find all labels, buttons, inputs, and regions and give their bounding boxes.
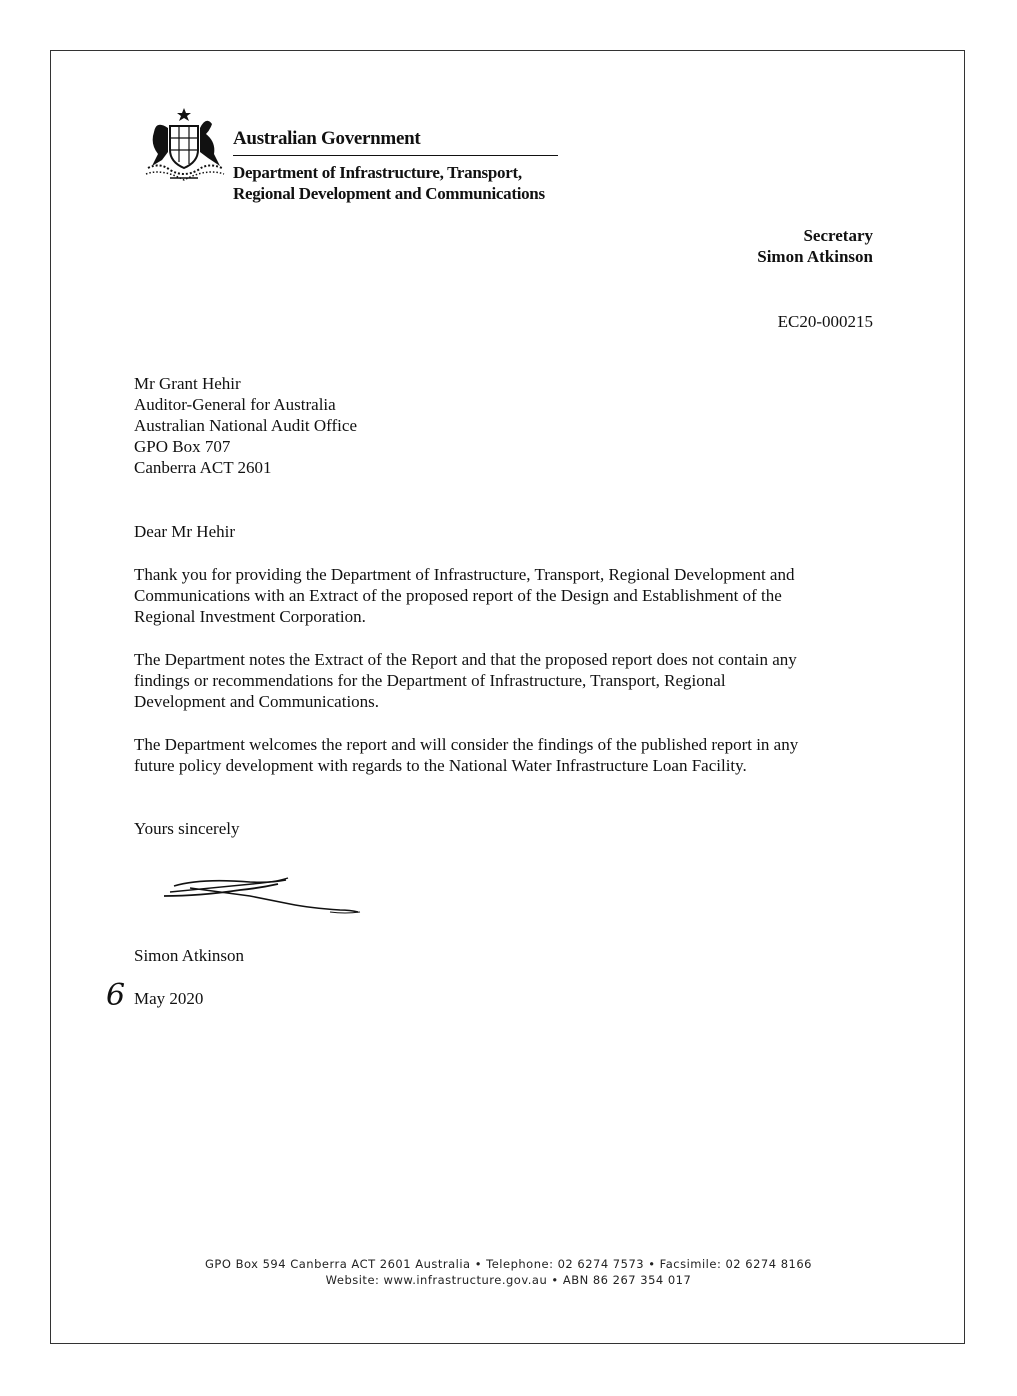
paragraph — [134, 649, 797, 712]
paragraph-line: The Department notes the Extract of the Report and that the proposed report does not contain any — [134, 650, 797, 669]
coat-of-arms-icon — [140, 106, 228, 186]
footer-contact: GPO Box 594 Canberra ACT 2601 Australia • Telephone: 02 6274 7573 • Facsimile: 02 6274 8166 — [205, 1257, 812, 1271]
paragraph-line: Regional Investment Corporation. — [134, 607, 366, 626]
department-name — [233, 162, 545, 204]
handwritten-day: 6 — [106, 978, 126, 1013]
address-line: Mr Grant Hehir — [134, 374, 241, 393]
address-line: GPO Box 707 — [134, 437, 231, 456]
paragraph-line: The Department welcomes the report and will consider the findings of the published report in any — [134, 735, 799, 754]
recipient-address — [134, 373, 357, 478]
sender-name: Simon Atkinson — [757, 247, 873, 266]
sender-block — [757, 225, 873, 267]
sender-title: Secretary — [803, 226, 873, 245]
closing: Yours sincerely — [134, 819, 240, 838]
department-line: Department of Infrastructure, Transport, — [233, 163, 522, 182]
salutation: Dear Mr Hehir — [134, 522, 236, 541]
government-name: Australian Government — [233, 128, 421, 149]
signature — [160, 866, 370, 926]
paragraph — [134, 564, 794, 627]
paragraph-line: Development and Communications. — [134, 692, 380, 711]
reference-number: EC20-000215 — [777, 312, 873, 331]
department-line: Regional Development and Communications — [233, 184, 545, 203]
signatory-name: Simon Atkinson — [134, 946, 245, 965]
footer-website: Website: www.infrastructure.gov.au • ABN 86 267 354 017 — [325, 1273, 692, 1287]
paragraph-line: findings or recommendations for the Department of Infrastructure, Transport, Regional — [134, 671, 726, 690]
address-line: Canberra ACT 2601 — [134, 458, 272, 477]
paragraph-line: future policy development with regards to the National Water Infrastructure Loan Facility. — [134, 756, 747, 775]
address-line: Australian National Audit Office — [134, 416, 357, 435]
paragraph — [134, 734, 798, 776]
letter-date: May 2020 — [134, 989, 204, 1008]
paragraph-line: Thank you for providing the Department of Infrastructure, Transport, Regional Development and — [134, 565, 795, 584]
address-line: Auditor-General for Australia — [134, 395, 336, 414]
paragraph-line: Communications with an Extract of the proposed report of the Design and Establishment of the — [134, 586, 782, 605]
letterhead-rule — [233, 155, 558, 156]
